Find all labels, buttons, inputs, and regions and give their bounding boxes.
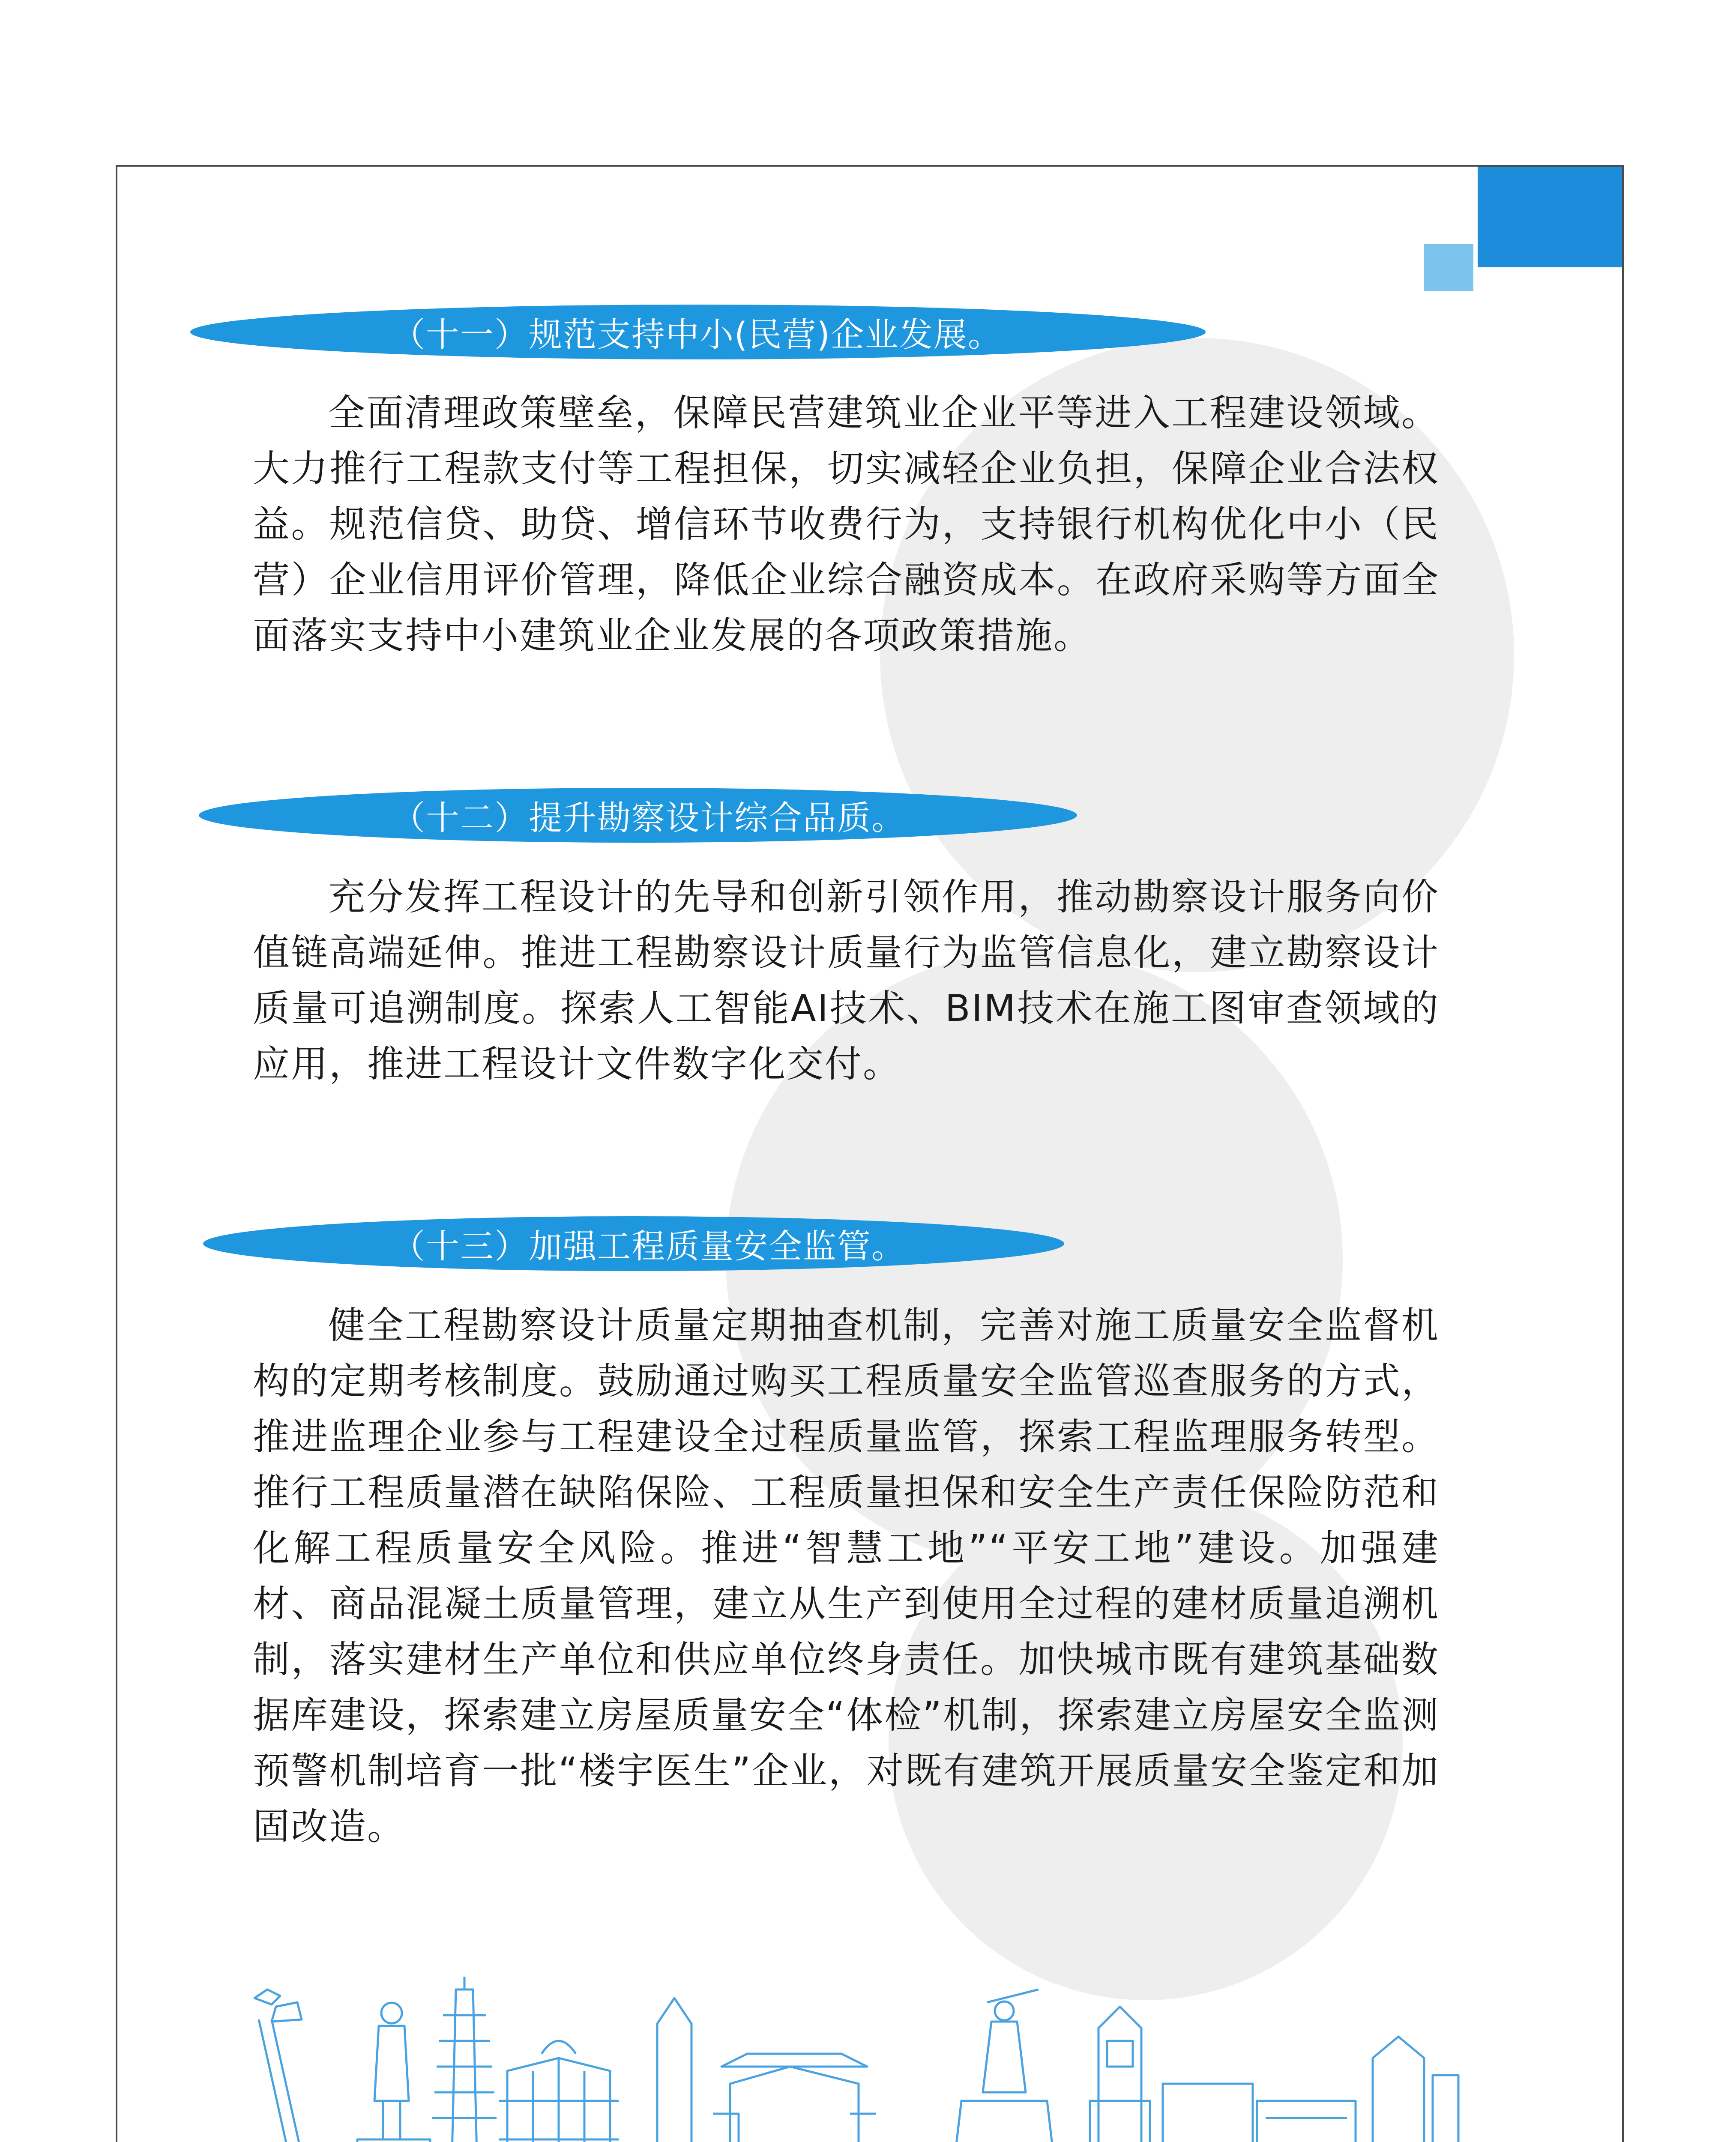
section-heading-text: （十二）提升勘察设计综合品质。	[392, 799, 906, 838]
section-body-13: 健全工程勘察设计质量定期抽查机制，完善对施工质量安全监督机构的定期考核制度。鼓励通过购买工程质量安全监管巡查服务的方式，推进监理企业参与工程建设全过程质量监管，探索工程监理服务转型。推行工程质量潜在缺陷保险、工程质量担保和安全生产责任保险防范和化解工程质量安全风险。推进“智慧工地”“平安工地”建设。加强建材、商品混凝土质量管理，建立从生产到使用全过程的建材质量追溯机制，落实建材生产单位和供应单位终身责任。加快城市既有建筑基础数据库建设，探索建立房屋质量安全“体检”机制，探索建立房屋安全监测预警机制培育一批“楼宇医生”企业，对既有建筑开展质量安全鉴定和加固改造。	[253, 1304, 1440, 1848]
city-skyline-illustration	[233, 1972, 1471, 2142]
section-heading-12	[199, 788, 1077, 843]
section-body-12: 充分发挥工程设计的先导和创新引领作用，推动勘察设计服务向价值链高端延伸。推进工程勘察设计质量行为监管信息化，建立勘察设计质量可追溯制度。探索人工智能AI技术、BIM技术在施工图审查领域的应用，推进工程设计文件数字化交付。	[253, 876, 1440, 1086]
section-heading-11	[190, 305, 1206, 359]
corner-accent	[1478, 167, 1624, 267]
section-heading-13	[203, 1216, 1064, 1271]
section-heading-text: （十一）规范支持中小(民营)企业发展。	[392, 316, 1002, 354]
corner-accent-small	[1424, 244, 1473, 291]
section-heading-text: （十三）加强工程质量安全监管。	[392, 1227, 906, 1266]
page-frame	[116, 165, 1624, 2142]
section-body-11: 全面清理政策壁垒，保障民营建筑业企业平等进入工程建设领域。大力推行工程款支付等工程担保，切实减轻企业负担，保障企业合法权益。规范信贷、助贷、增信环节收费行为，支持银行机构优化中小（民营）企业信用评价管理，降低企业综合融资成本。在政府采购等方面全面落实支持中小建筑业企业发展的各项政策措施。	[253, 392, 1440, 657]
